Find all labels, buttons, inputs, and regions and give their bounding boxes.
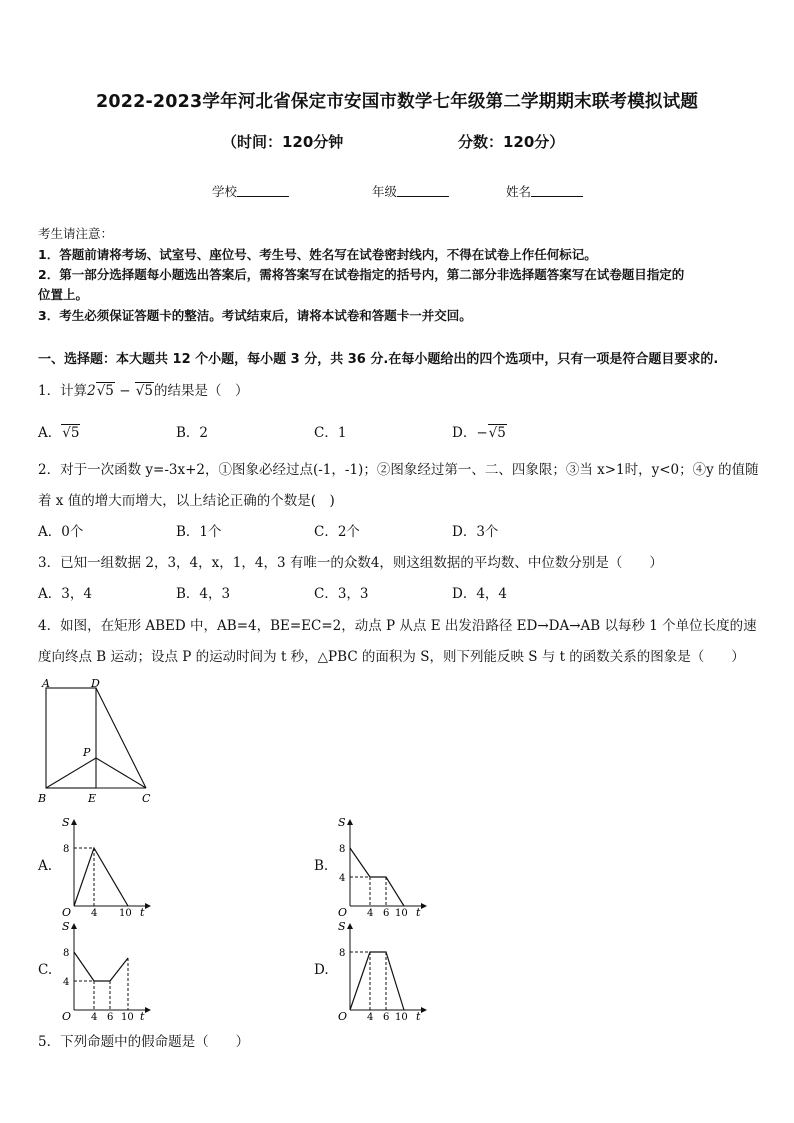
note-item: 2．第一部分选择题每小题选出答案后，需将答案写在试卷指定的括号内，第二部分非选择题答案写在试卷题目指定的 [38,267,685,282]
q3-option-c[interactable]: C．3，3 [314,586,369,602]
school-label: 学校 [212,184,238,199]
axis-s-label: S [62,816,70,829]
svg-text:S: S [62,920,70,933]
q2-option-c[interactable]: C．2个 [314,524,360,540]
q3-option-a[interactable]: A．3，4 [38,586,92,602]
q4-figure [36,676,166,810]
graph-line [350,848,404,906]
svg-text:6: 6 [107,1012,114,1022]
tick-label: 8 [63,844,70,855]
q3-option-b[interactable]: B．4，3 [176,586,231,602]
name-blank[interactable] [531,184,583,197]
question-4-line2: 度向终点 B 运动；设点 P 的运动时间为 t 秒，△PBC 的面积为 S，则下列能反映 S 与 t 的函数关系的图象是（ ） [38,649,745,665]
svg-text:6: 6 [383,908,390,918]
notes-heading: 考生请注意： [38,226,114,241]
q2-option-d[interactable]: D．3个 [452,524,499,540]
page-title: 2022-2023学年河北省保定市安国市数学七年级第二学期期末联考模拟试题 [95,92,699,112]
school-blank[interactable] [237,184,289,197]
q2-option-a[interactable]: A．0个 [38,524,84,540]
svg-text:t: t [140,1010,145,1022]
svg-text:O: O [338,906,348,918]
svg-text:O: O [62,1010,72,1022]
svg-text:8: 8 [339,844,346,855]
svg-text:6: 6 [383,1012,390,1022]
label-a: A [42,677,50,690]
question-2-line1: 2．对于一次函数 y=-3x+2，①图象必经过点(-1，-1)；②图象经过第一、二、四象限；③当 x>1时，y<0；④y 的值随 [38,462,759,478]
svg-text:10: 10 [395,1012,408,1022]
q3-option-d[interactable]: D．4，4 [452,586,508,602]
name-label: 姓名 [506,184,532,199]
q1-option-d[interactable]: D．−√5 [452,425,506,441]
tick-label: 4 [91,908,98,918]
graph-line [74,848,128,906]
svg-text:4: 4 [367,908,374,918]
q2-option-b[interactable]: B．1个 [176,524,222,540]
svg-text:t: t [416,906,421,918]
grade-blank[interactable] [397,184,449,197]
q4-option-c-label[interactable]: C. [38,962,53,978]
origin-label: O [62,906,72,918]
svg-text:4: 4 [91,1012,98,1022]
name-field [506,182,583,200]
grade-field [372,182,449,200]
svg-text:4: 4 [339,873,346,884]
label-p: P [83,746,91,759]
q4-option-d-graph[interactable] [334,918,434,1022]
svg-text:8: 8 [339,948,346,959]
q1-option-a[interactable]: A．√5 [38,425,80,441]
question-4-line1: 4．如图，在矩形 ABED 中，AB=4，BE=EC=2，动点 P 从点 E 出发沿路径 ED→DA→AB 以每秒 1 个单位长度的速 [38,618,757,634]
svg-text:t: t [416,1010,421,1022]
segment-bp [46,758,96,788]
note-item: 1．答题前请将考场、试室号、座位号、考生号、姓名写在试卷密封线内，不得在试卷上作任何标记。 [38,247,597,262]
axis-t-label: t [140,906,145,918]
label-b: B [38,792,47,805]
q1-prefix: 1．计算 [38,383,88,399]
q4-option-a-graph[interactable] [58,814,158,918]
question-3: 3．已知一组数据 2，3，4，x，1，4，3 有唯一的众数4，则这组数据的平均数、中位数分别是（ ） [38,555,663,571]
question-1 [38,379,249,399]
note-item: 位置上。 [38,287,89,302]
q4-option-b-graph[interactable] [334,814,434,918]
label-d: D [91,677,100,690]
q1-option-b[interactable]: B．2 [176,425,209,441]
svg-text:S: S [338,816,346,829]
svg-text:10: 10 [121,1012,134,1022]
svg-text:4: 4 [63,977,70,988]
graph-line [350,952,404,1010]
q4-option-a-label[interactable]: A. [38,858,53,874]
q1-option-c[interactable]: C．1 [314,425,347,441]
svg-text:8: 8 [63,948,70,959]
exam-time: （时间：120分钟 [222,133,344,151]
q4-option-b-label[interactable]: B. [314,858,329,874]
svg-text:4: 4 [367,1012,374,1022]
q4-option-c-graph[interactable] [58,918,158,1022]
grade-label: 年级 [372,184,398,199]
svg-text:10: 10 [395,908,408,918]
section-heading: 一、选择题：本大题共 12 个小题，每小题 3 分，共 36 分.在每小题给出的四个选项中，只有一项是符合题目要求的. [38,352,719,367]
label-e: E [88,792,97,805]
svg-text:O: O [338,1010,348,1022]
svg-text:S: S [338,920,346,933]
q1-expr: 2√5 − √5 [87,383,153,399]
question-2-line2: 着 x 值的增大而增大，以上结论正确的个数是( ) [38,493,335,509]
school-field [212,182,289,200]
exam-score: 分数：120分） [458,133,565,151]
q1-suffix: 的结果是（ ） [154,383,249,399]
note-item: 3．考生必须保证答题卡的整洁。考试结束后，请将本试卷和答题卡一并交回。 [38,308,472,323]
tick-label: 10 [119,908,132,918]
question-5: 5．下列命题中的假命题是（ ） [38,1034,250,1050]
label-c: C [142,792,151,805]
graph-line [74,952,128,981]
q4-option-d-label[interactable]: D. [314,962,329,978]
